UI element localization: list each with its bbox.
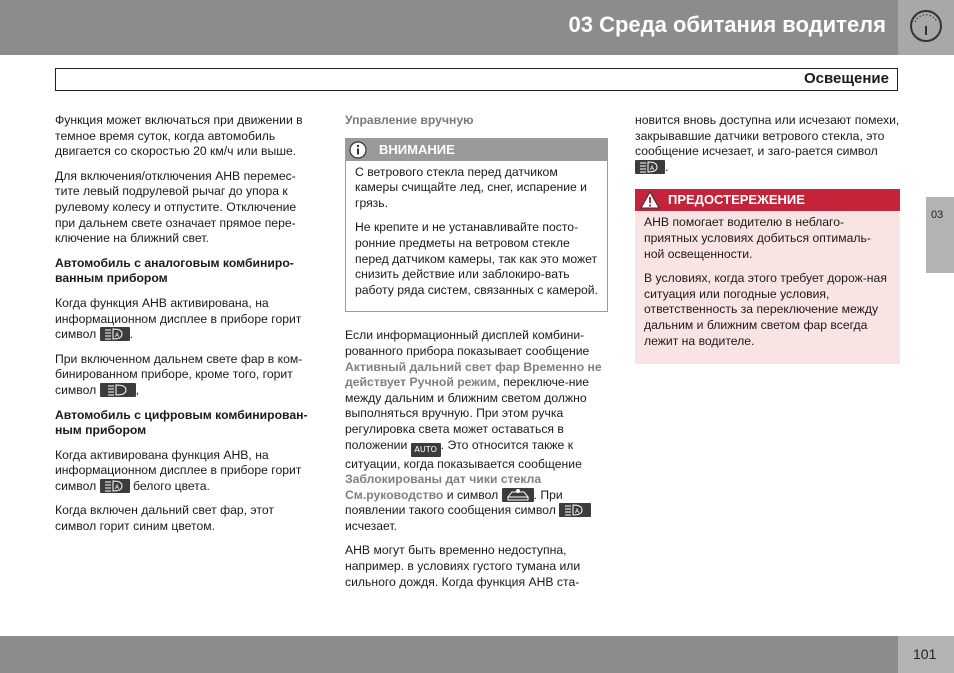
attention-label: ВНИМАНИЕ: [379, 141, 455, 157]
chapter-icon-box: [898, 0, 954, 55]
headlight-auto-icon: [635, 160, 665, 174]
paragraph: АНВ помогает водителю в неблаго-приятных условиях добиться оптималь-ной освещенности.: [644, 215, 871, 261]
paragraph: Для включения/отключения АНВ перемес-тите левый подрулевой рычаг до упора к рулевому колесу и отпустите. Отключение при дальнем свете означает прямое пере-ключение на ближний свет.: [55, 168, 297, 246]
warning-label: ПРЕДОСТЕРЕЖЕНИЕ: [668, 192, 805, 208]
warning-header: [635, 189, 900, 211]
subheading-manual: Управление вручную: [345, 113, 474, 127]
paragraph: АНВ могут быть временно недоступна, например. в условиях густого тумана или сильного дождя. Когда функция АНВ ста-: [345, 543, 581, 589]
svg-text:A: A: [114, 332, 119, 340]
paragraph: Когда функция АНВ активирована, на информационном дисплее в приборе горит символ A .: [55, 295, 302, 342]
chapter-tab: [926, 197, 954, 273]
section-bar: [55, 68, 898, 91]
display-message: Активный дальний свет фар Временно не действует Ручной режим: [345, 359, 602, 390]
section-title: Освещение: [804, 70, 889, 87]
svg-text:A: A: [575, 508, 580, 516]
paragraph: Когда включен дальний свет фар, этот символ горит синим цветом.: [55, 503, 274, 534]
paragraph-text: Когда активирована функция АНВ, на информационном дисплее в приборе горит символ: [55, 447, 302, 493]
paragraph: Если информационный дисплей комбини-рованного прибора показывает сообщение Активный дальний свет фар Временно не действует Ручной режим, переключе-ние между дальним и ближним светом должно выполняться вручную. При этом ручка регулировка света может оставаться в положении AUTO . Это относится также к ситуации, когда показывается сообщение Заблокированы дат чики стекла См.руководство и символ . При появлении такого сообщения символ A исчезает.: [345, 328, 602, 533]
svg-text:A: A: [114, 483, 119, 491]
headlight-auto-icon: [100, 327, 130, 341]
speedometer-icon: [909, 9, 943, 43]
paragraph: Когда активирована функция АНВ, на информационном дисплее в приборе горит символ A белого цвета.: [55, 447, 302, 493]
column-3: [635, 113, 900, 378]
chapter-title: 03 Среда обитания водителя: [568, 12, 886, 37]
auto-position-icon: AUTO: [411, 443, 441, 457]
page-number-box: [898, 636, 954, 673]
attention-box: [345, 138, 608, 313]
subheading-digital: Автомобиль с цифровым комбинирован-ным прибором: [55, 407, 308, 438]
attention-header: [346, 139, 607, 161]
page-number: 101: [913, 646, 937, 662]
paragraph: При включенном дальнем свете фар в ком-бинированном приборе, кроме того, горит символ ,: [55, 351, 303, 397]
header-bar: [0, 0, 898, 55]
display-message: Заблокированы дат чики стекла См.руководство: [345, 472, 542, 502]
column-2: [345, 113, 608, 599]
paragraph: Функция может включаться при движении в темное время суток, когда автомобиль двигается со скоростью 20 км/ч или выше.: [55, 113, 303, 159]
paragraph-text: Когда функция АНВ активирована, на информационном дисплее в приборе горит символ: [55, 295, 302, 342]
headlight-auto-icon: [100, 479, 130, 493]
paragraph: новится вновь доступна или исчезают помехи, закрывавшие датчики ветрового стекла, это сообщение исчезает, и заго-рается символ A .: [635, 113, 900, 174]
warning-triangle-icon: [639, 190, 661, 210]
footer-bar: [0, 636, 898, 673]
warning-box: [635, 189, 900, 364]
high-beam-icon: [100, 383, 136, 397]
chapter-tab-label: 03: [931, 209, 944, 221]
paragraph: С ветрового стекла перед датчиком камеры счищайте лед, снег, испарение и грязь.: [355, 164, 587, 210]
headlight-auto-icon: [559, 503, 591, 517]
warning-body: [635, 211, 900, 364]
subheading-analog: Автомобиль с аналоговым комбиниро-ванным прибором: [55, 255, 294, 286]
column-1: [55, 113, 317, 544]
attention-body: [346, 161, 607, 312]
paragraph: Не крепите и не устанавливайте посто-ронние предметы на ветровом стекле перед датчиком камеры, так как это может снизить действие или заблокиро-вать работу ряда систем, связанных с камерой.: [355, 220, 598, 297]
paragraph-text: При включенном дальнем свете фар в ком-бинированном приборе, кроме того, горит символ: [55, 351, 303, 397]
windshield-sensor-icon: [502, 488, 534, 502]
svg-text:A: A: [650, 164, 655, 172]
paragraph: В условиях, когда этого требует дорож-ная ситуация или погодные условия, ответственность за переключение между дальним и ближним светом фар всегда лежит на водителе.: [644, 271, 887, 348]
info-icon: [348, 141, 368, 159]
